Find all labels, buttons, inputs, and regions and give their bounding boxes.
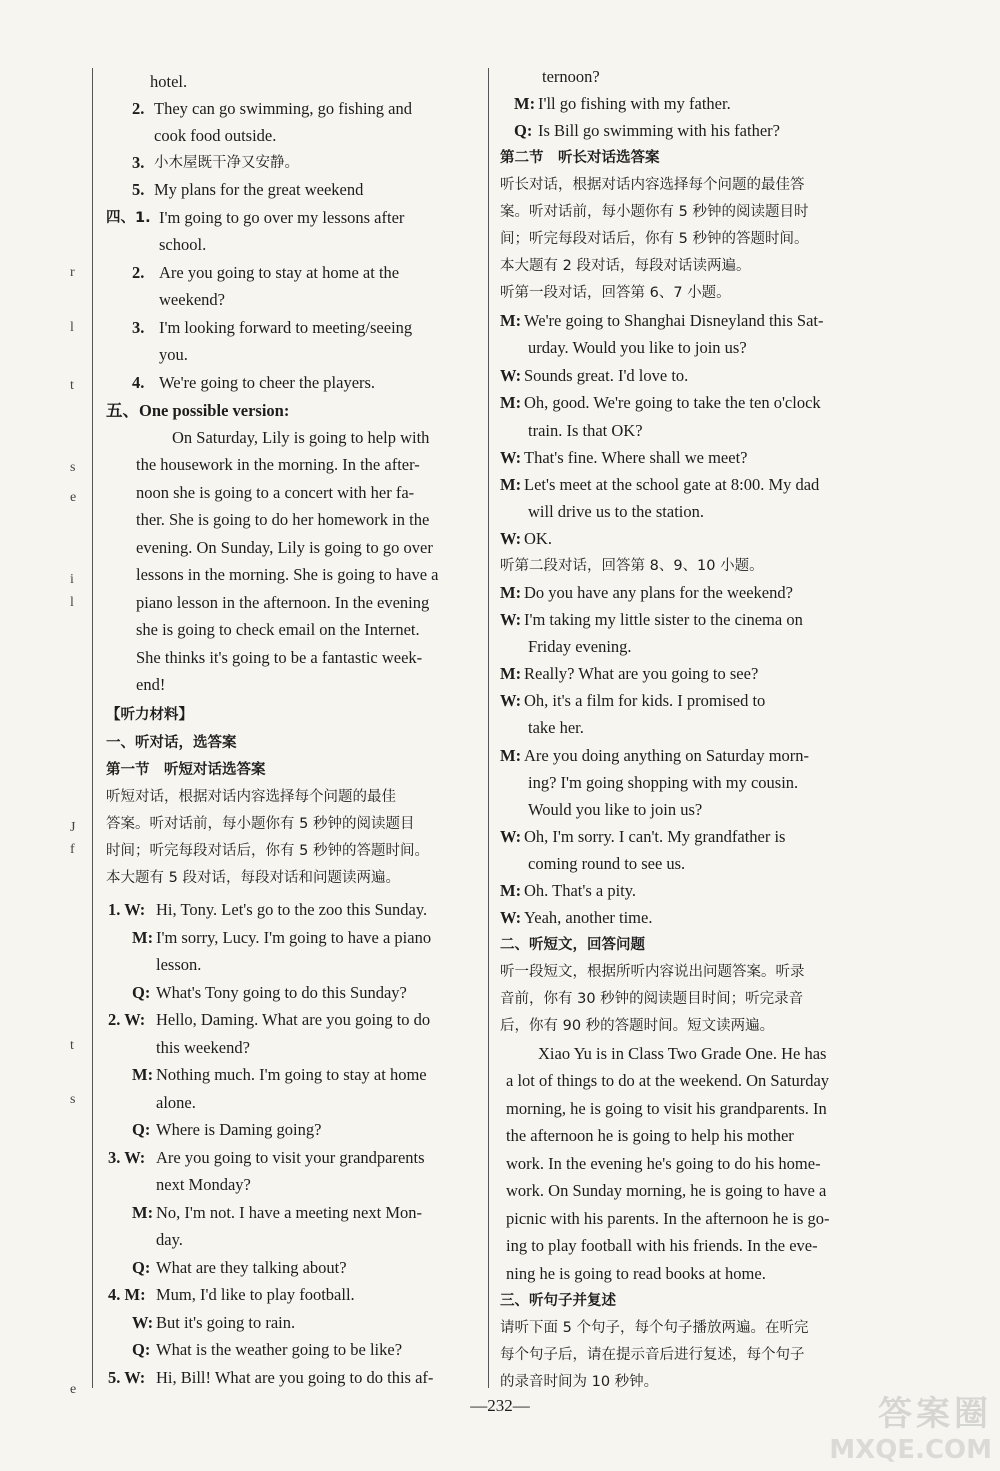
text-line: train. Is that OK? [528, 421, 643, 440]
text-line: 二、听短文，回答问题 [500, 937, 645, 953]
text-line: 一、听对话，选答案 [106, 735, 237, 751]
text-line: ning he is going to read books at home. [506, 1264, 766, 1283]
text-line: Sounds great. I'd love to. [524, 366, 689, 385]
page-number: —232— [470, 1396, 530, 1415]
text-line: Oh. That's a pity. [524, 881, 637, 900]
text-line: 时间；听完每段对话后，你有 5 秒钟的答题时间。 [106, 843, 429, 859]
text-line: Are you doing anything on Saturday morn- [524, 746, 810, 765]
margin-mark: t [70, 1038, 74, 1053]
text-line: W: [500, 366, 522, 385]
text-line: the housework in the morning. In the after- [136, 455, 420, 474]
text-line: this weekend? [156, 1038, 250, 1057]
text-line: W: [500, 448, 522, 467]
text-line: M: [514, 94, 536, 113]
text-line: Let's meet at the school gate at 8:00. My dad [524, 475, 820, 494]
text-line: We're going to Shanghai Disneyland this Sat- [524, 311, 824, 330]
text-line: My plans for the great weekend [154, 180, 364, 199]
text-line: 【听力材料】 [106, 707, 193, 723]
text-line: 五、One possible version: [106, 401, 290, 420]
text-line: 听第二段对话，回答第 8、9、10 小题。 [500, 558, 764, 574]
watermark-title: 答案圈 [878, 1394, 992, 1434]
text-line: morning, he is going to visit his grandparents. In [506, 1099, 827, 1118]
text-line: 三、听句子并复述 [500, 1293, 616, 1309]
text-line: M: [500, 881, 522, 900]
text-line: urday. Would you like to join us? [528, 338, 747, 357]
text-line: W: [132, 1313, 154, 1332]
text-line: cook food outside. [154, 126, 277, 145]
text-line: 2. W: [108, 1010, 146, 1029]
text-line: 5. [132, 180, 145, 199]
text-line: 答案。听对话前，每小题你有 5 秒钟的阅读题目 [106, 816, 415, 832]
text-line: I'm sorry, Lucy. I'm going to have a piano [156, 928, 432, 947]
text-line: coming round to see us. [528, 854, 686, 873]
text-line: hotel. [150, 72, 188, 91]
text-line: That's fine. Where shall we meet? [524, 448, 748, 467]
text-line: M: [132, 1065, 154, 1084]
text-line: What is the weather going to be like? [156, 1340, 403, 1359]
text-line: 本大题有 5 段对话，每段对话和问题读两遍。 [106, 870, 400, 886]
text-line: M: [500, 311, 522, 330]
text-line: M: [132, 928, 154, 947]
text-line: work. On Sunday morning, he is going to have a [506, 1181, 827, 1200]
text-line: Q: [132, 1258, 151, 1277]
text-line: M: [500, 393, 522, 412]
watermark-url: MXQE.COM [829, 1435, 992, 1465]
text-line: 每个句子后，请在提示音后进行复述，每个句子 [500, 1347, 805, 1363]
text-line: 案。听对话前，每小题你有 5 秒钟的阅读题目时 [500, 204, 809, 220]
text-line: 3. W: [108, 1148, 146, 1167]
text-line: 听短对话，根据对话内容选择每个问题的最佳 [106, 789, 396, 805]
watermark [829, 1386, 992, 1465]
text-line: M: [500, 475, 522, 494]
text-line: lessons in the morning. She is going to have a [136, 565, 439, 584]
text-line: take her. [528, 718, 584, 737]
text-line: ternoon? [542, 67, 600, 86]
text-line: ing to play football with his friends. In the eve- [506, 1236, 818, 1255]
margin-mark: l [70, 595, 74, 610]
text-line: Q: [514, 121, 533, 140]
text-line: piano lesson in the afternoon. In the evening [136, 593, 430, 612]
text-line: a lot of things to do at the weekend. On Saturday [506, 1071, 830, 1090]
text-line: No, I'm not. I have a meeting next Mon- [156, 1203, 422, 1222]
text-line: 音前，你有 30 秒钟的阅读题目时间；听完录音 [500, 991, 804, 1007]
text-line: 第二节 听长对话选答案 [500, 150, 660, 166]
margin-mark: s [70, 460, 76, 475]
text-line: 请听下面 5 个句子，每个句子播放两遍。在听完 [500, 1320, 809, 1336]
text-line: W: [500, 908, 522, 927]
text-line: you. [159, 345, 188, 364]
text-line: 间；听完每段对话后，你有 5 秒钟的答题时间。 [500, 231, 809, 247]
text-line: 听一段短文，根据所听内容说出问题答案。听录 [500, 964, 805, 980]
text-line: W: [500, 691, 522, 710]
text-line: W: [500, 610, 522, 629]
margin-mark: s [70, 1092, 76, 1107]
text-line: Hi, Bill! What are you going to do this af- [156, 1368, 434, 1387]
left-margin-rule [92, 68, 93, 1388]
text-line: 2. [132, 99, 145, 118]
text-line: Xiao Yu is in Class Two Grade One. He has [538, 1044, 827, 1063]
text-line: Would you like to join us? [528, 800, 703, 819]
text-line: weekend? [159, 290, 225, 309]
text-line: she is going to check email on the Internet. [136, 620, 420, 639]
text-line: M: [500, 664, 522, 683]
text-line: W: [500, 827, 522, 846]
margin-mark: t [70, 378, 74, 393]
text-line: Where is Daming going? [156, 1120, 322, 1139]
text-line: W: [500, 529, 522, 548]
text-line: I'm going to go over my lessons after [159, 208, 405, 227]
text-line: I'm taking my little sister to the cinema on [524, 610, 803, 629]
text-line: Oh, good. We're going to take the ten o'clock [524, 393, 821, 412]
text-line: What are they talking about? [156, 1258, 347, 1277]
text-line: 3. [132, 318, 145, 337]
text-line: M: [500, 746, 522, 765]
text-line: lesson. [156, 955, 202, 974]
text-line: Q: [132, 1120, 151, 1139]
text-line: Q: [132, 983, 151, 1002]
text-line: ing? I'm going shopping with my cousin. [528, 773, 799, 792]
text-line: Really? What are you going to see? [524, 664, 759, 683]
text-line: On Saturday, Lily is going to help with [172, 428, 430, 447]
text-line: Are you going to visit your grandparents [156, 1148, 425, 1167]
text-line: alone. [156, 1093, 196, 1112]
text-line: next Monday? [156, 1175, 251, 1194]
text-line: Oh, it's a film for kids. I promised to [524, 691, 766, 710]
text-line: Mum, I'd like to play football. [156, 1285, 355, 1304]
text-line: will drive us to the station. [528, 502, 704, 521]
text-line: M: [500, 583, 522, 602]
text-line: But it's going to rain. [156, 1313, 296, 1332]
margin-mark: e [70, 1382, 77, 1397]
text-line: I'll go fishing with my father. [538, 94, 731, 113]
text-line: 小木屋既干净又安静。 [154, 155, 299, 171]
text-line: 4. M: [108, 1285, 146, 1304]
text-line: Hi, Tony. Let's go to the zoo this Sunday. [156, 900, 428, 919]
text-line: 5. W: [108, 1368, 146, 1387]
text-line: Friday evening. [528, 637, 632, 656]
column-divider [488, 68, 489, 1388]
text-line: Nothing much. I'm going to stay at home [156, 1065, 427, 1084]
text-line: work. In the evening he's going to do his home- [506, 1154, 821, 1173]
text-line: day. [156, 1230, 183, 1249]
margin-mark: l [70, 320, 74, 335]
text-line: 本大题有 2 段对话，每段对话读两遍。 [500, 258, 751, 274]
text-line: evening. On Sunday, Lily is going to go over [136, 538, 433, 557]
text-line: M: [132, 1203, 154, 1222]
text-line: Do you have any plans for the weekend? [524, 583, 793, 602]
text-line: We're going to cheer the players. [159, 373, 376, 392]
text-line: She thinks it's going to be a fantastic week- [136, 648, 423, 667]
text-line: I'm looking forward to meeting/seeing [159, 318, 413, 337]
text-line: Are you going to stay at home at the [159, 263, 400, 282]
text-line: 四、1. [106, 210, 151, 226]
text-line: 的录音时间为 10 秒钟。 [500, 1374, 659, 1390]
text-line: Oh, I'm sorry. I can't. My grandfather is [524, 827, 786, 846]
text-line: 后，你有 90 秒的答题时间。短文读两遍。 [500, 1018, 775, 1034]
text-line: end! [136, 675, 166, 694]
text-line: Yeah, another time. [524, 908, 653, 927]
text-line: school. [159, 235, 207, 254]
text-line: the afternoon he is going to help his mother [506, 1126, 794, 1145]
text-line: Is Bill go swimming with his father? [538, 121, 780, 140]
text-line: What's Tony going to do this Sunday? [156, 983, 407, 1002]
margin-mark: i [70, 572, 74, 587]
text-line: Q: [132, 1340, 151, 1359]
text-line: 听长对话，根据对话内容选择每个问题的最佳答 [500, 177, 805, 193]
text-line: 2. [132, 263, 145, 282]
text-line: picnic with his parents. In the afternoon he is go- [506, 1209, 830, 1228]
text-line: They can go swimming, go fishing and [154, 99, 413, 118]
text-line: ther. She is going to do her homework in the [136, 510, 430, 529]
text-line: Hello, Daming. What are you going to do [156, 1010, 431, 1029]
text-line: noon she is going to a concert with her fa- [136, 483, 415, 502]
margin-mark: e [70, 490, 77, 505]
text-line: OK. [524, 529, 552, 548]
margin-mark: J [70, 820, 76, 835]
text-line: 3. [132, 153, 145, 172]
text-line: 第一节 听短对话选答案 [106, 762, 266, 778]
margin-mark: r [70, 265, 75, 280]
margin-mark: f [70, 842, 75, 857]
text-line: 4. [132, 373, 145, 392]
text-line: 1. W: [108, 900, 146, 919]
text-line: 听第一段对话，回答第 6、7 小题。 [500, 285, 731, 301]
